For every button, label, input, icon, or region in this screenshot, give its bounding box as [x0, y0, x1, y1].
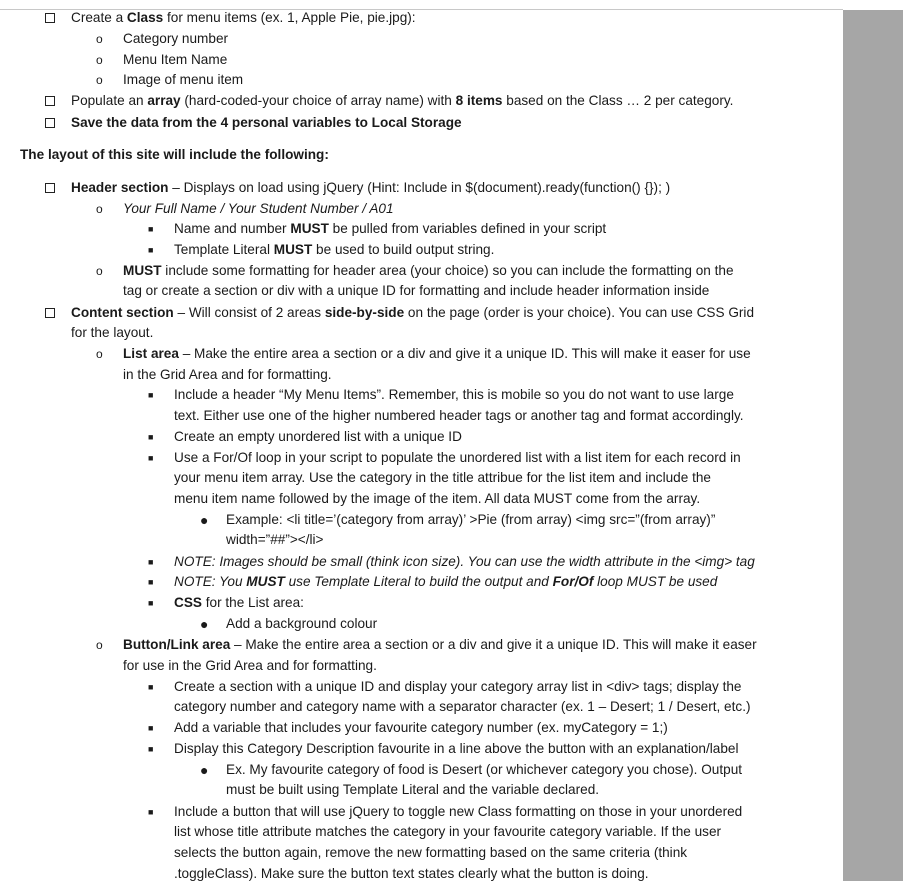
window-side-panel [843, 10, 903, 881]
text: be used to build output string. [312, 242, 495, 257]
doc-line: Save the data from the 4 personal variables to Local Storage [71, 115, 462, 130]
text-bold: MUST [273, 242, 313, 257]
doc-line: .toggleClass). Make sure the button text states clearly what the button is doing. [174, 866, 649, 881]
text: include some formatting for header area (your choice) so you can include the formatting on the [161, 263, 734, 278]
doc-line [123, 635, 757, 655]
doc-line: your menu item array. Use the category in the title attribue for the list item and include the [174, 470, 711, 485]
text: – Make the entire area a section or a div and give it a unique ID. This will make it easer [230, 637, 757, 652]
text: based on the Class … 2 per category. [502, 93, 734, 108]
text-bold: List area [123, 346, 179, 361]
filled-square-bullet-icon: ■ [148, 744, 154, 754]
doc-line [174, 572, 717, 592]
hollow-circle-icon: o [96, 638, 103, 652]
doc-line: Include a header “My Menu Items”. Remember, this is mobile so you do not want to use large [174, 387, 734, 402]
hollow-circle-icon: o [96, 347, 103, 361]
doc-line: Use a For/Of loop in your script to populate the unordered list with a list item for each record in [174, 450, 741, 465]
doc-line [71, 91, 733, 111]
doc-line: list whose title attribute matches the category in your favourite category variable. If the user [174, 824, 722, 839]
doc-line: in the Grid Area and for formatting. [123, 367, 332, 382]
doc-line [123, 344, 751, 364]
filled-square-bullet-icon: ■ [148, 390, 154, 400]
text: – Will consist of 2 areas [173, 305, 325, 320]
text: loop MUST be used [593, 574, 718, 589]
text-bold: Header section [71, 180, 169, 195]
text: Populate an [71, 93, 148, 108]
doc-line: Add a variable that includes your favourite category number (ex. myCategory = 1;) [174, 720, 668, 735]
hollow-circle-icon: o [96, 264, 103, 278]
doc-line: Add a background colour [226, 616, 378, 631]
text: Name and number [174, 221, 291, 236]
text-bold: MUST [246, 574, 285, 589]
doc-line: for use in the Grid Area and for formatting. [123, 658, 377, 673]
filled-bullet-icon: ● [200, 616, 209, 632]
text: for menu items (ex. 1, Apple Pie, pie.jpg): [163, 10, 416, 25]
text: Create a [71, 10, 127, 25]
text-bold: 8 items [455, 93, 503, 108]
text: (hard-coded-your choice of array name) with [180, 93, 456, 108]
doc-line: Your Full Name / Your Student Number / A01 [123, 201, 394, 216]
section-heading: The layout of this site will include the following: [20, 147, 329, 162]
doc-line: text. Either use one of the higher numbered header tags or another tag and format accordingly. [174, 408, 744, 423]
doc-line [71, 303, 754, 323]
doc-line: menu item name followed by the image of the item. All data MUST come from the array. [174, 491, 701, 506]
filled-square-bullet-icon: ■ [148, 557, 154, 567]
doc-line: Category number [123, 31, 229, 46]
filled-square-bullet-icon: ■ [148, 245, 154, 255]
text: – Displays on load using jQuery (Hint: Include in $(document).ready(function() {}); ) [168, 180, 671, 195]
doc-line: Create an empty unordered list with a unique ID [174, 429, 462, 444]
doc-line: tag or create a section or div with a unique ID for formatting and include header information inside [123, 283, 710, 298]
text-bold: array [147, 93, 181, 108]
filled-square-bullet-icon: ■ [148, 453, 154, 463]
doc-line: Menu Item Name [123, 52, 228, 67]
doc-line: Include a button that will use jQuery to toggle new Class formatting on those in your unordered [174, 804, 743, 819]
doc-line: Display this Category Description favourite in a line above the button with an explanation/label [174, 741, 739, 756]
text-bold: CSS [174, 595, 202, 610]
hollow-circle-icon: o [96, 32, 103, 46]
filled-square-bullet-icon: ■ [148, 598, 154, 608]
doc-line [174, 219, 606, 239]
text-bold: MUST [290, 221, 329, 236]
text: for the List area: [201, 595, 304, 610]
filled-bullet-icon: ● [200, 512, 209, 528]
checkbox-icon [45, 13, 55, 23]
filled-bullet-icon: ● [200, 762, 209, 778]
hollow-circle-icon: o [96, 53, 103, 67]
text-bold: Button/Link area [123, 637, 231, 652]
filled-square-bullet-icon: ■ [148, 577, 154, 587]
checkbox-icon [45, 96, 55, 106]
hollow-circle-icon: o [96, 202, 103, 216]
text: on the page (order is your choice). You can use CSS Grid [404, 305, 755, 320]
checkbox-icon [45, 308, 55, 318]
doc-line [71, 178, 670, 198]
filled-square-bullet-icon: ■ [148, 224, 154, 234]
doc-line: for the layout. [71, 325, 154, 340]
text-bold: side-by-side [324, 305, 405, 320]
checkbox-icon [45, 183, 55, 193]
doc-line: selects the button again, remove the new formatting based on the same criteria (think [174, 845, 688, 860]
text: be pulled from variables defined in your script [328, 221, 607, 236]
text: Template Literal [174, 242, 274, 257]
checkbox-icon [45, 118, 55, 128]
text: NOTE: You [174, 574, 247, 589]
text-bold: MUST [123, 263, 162, 278]
doc-line [71, 8, 416, 28]
filled-square-bullet-icon: ■ [148, 682, 154, 692]
doc-line: Create a section with a unique ID and display your category array list in <div> tags; display the [174, 679, 742, 694]
filled-square-bullet-icon: ■ [148, 807, 154, 817]
doc-line: NOTE: Images should be small (think icon size). You can use the width attribute in the <img> tag [174, 554, 755, 569]
text-bold: For/Of [552, 574, 594, 589]
doc-line: Example: <li title=’(category from array)’ >Pie (from array) <img src=”(from array)” [226, 512, 716, 527]
text: – Make the entire area a section or a div and give it a unique ID. This will make it easer for use [178, 346, 751, 361]
doc-line [123, 261, 734, 281]
text: use Template Literal to build the output and [284, 574, 553, 589]
hollow-circle-icon: o [96, 73, 103, 87]
filled-square-bullet-icon: ■ [148, 723, 154, 733]
doc-line: Image of menu item [123, 72, 244, 87]
doc-line [174, 240, 494, 260]
doc-line: category number and category name with a separator character (ex. 1 – Desert; 1 / Desert, etc.) [174, 699, 751, 714]
doc-line: must be built using Template Literal and the variable declared. [226, 782, 600, 797]
text-bold: Class [126, 10, 164, 25]
doc-line [174, 593, 304, 613]
filled-square-bullet-icon: ■ [148, 432, 154, 442]
doc-line: width=”##”></li> [226, 532, 324, 547]
doc-line: Ex. My favourite category of food is Desert (or whichever category you chose). Output [226, 762, 743, 777]
text-bold: Content section [71, 305, 174, 320]
